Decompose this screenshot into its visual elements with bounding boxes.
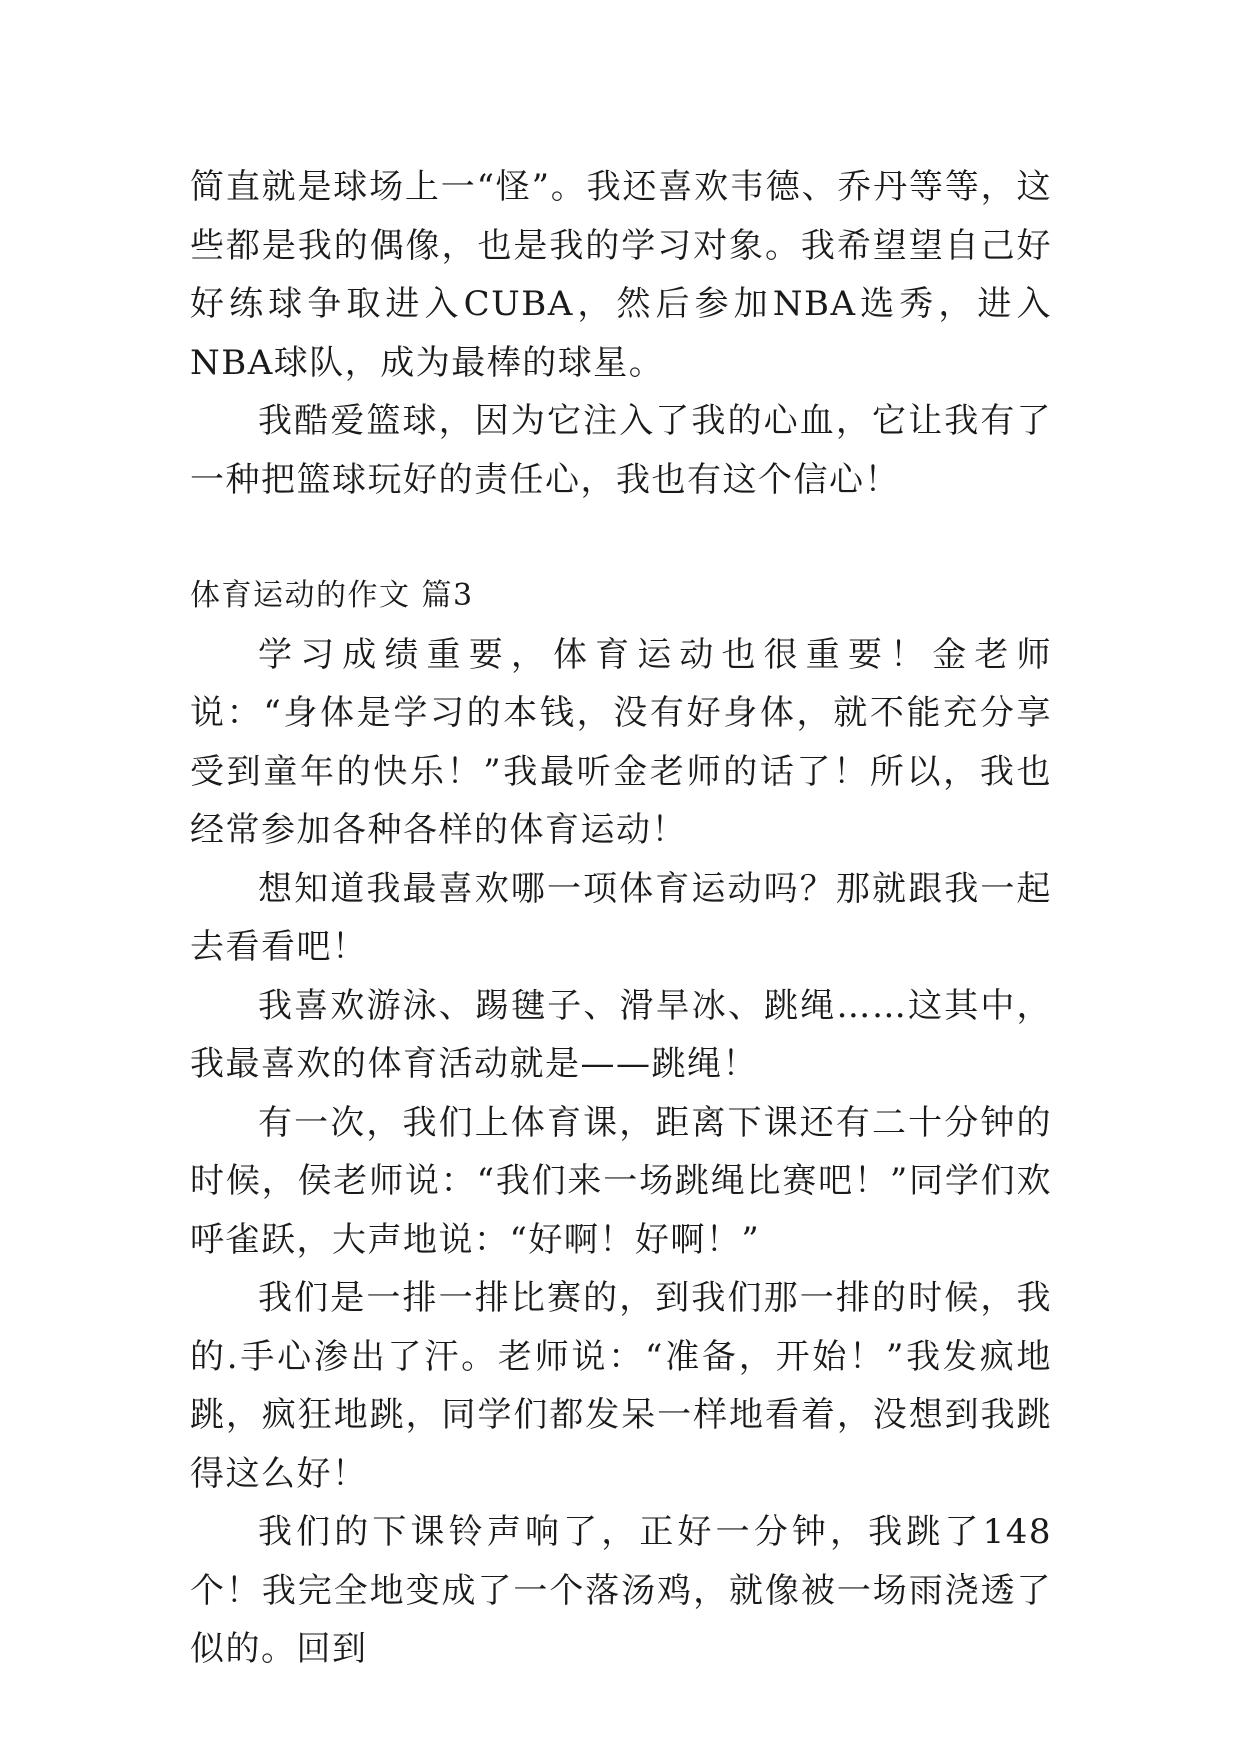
paragraph: 我喜欢游泳、踢毽子、滑旱冰、跳绳……这其中，我最喜欢的体育活动就是——跳绳！ — [190, 985, 1052, 1084]
document-body — [190, 158, 1052, 1679]
section-heading: 体育运动的作文 篇3 — [190, 578, 474, 613]
paragraph: 有一次，我们上体育课，距离下课还有二十分钟的时候，侯老师说：“我们来一场跳绳比赛吧！”同学们欢呼雀跃，大声地说：“好啊！好啊！” — [190, 1102, 1052, 1260]
paragraph: 我们是一排一排比赛的，到我们那一排的时候，我的.手心渗出了汗。老师说：“准备，开始！”我发疯地跳，疯狂地跳，同学们都发呆一样地看着，没想到我跳得这么好！ — [190, 1278, 1052, 1494]
paragraph: 我们的下课铃声响了，正好一分钟，我跳了148个！我完全地变成了一个落汤鸡，就像被一场雨浇透了似的。回到 — [190, 1512, 1052, 1669]
section-gap — [190, 509, 1052, 567]
paragraph-continued: 简直就是球场上一“怪”。我还喜欢韦德、乔丹等等，这些都是我的偶像，也是我的学习对象。我希望望自己好好练球争取进入CUBA，然后参加NBA选秀，进入NBA球队，成为最棒的球星。 — [190, 167, 1052, 383]
paragraph: 想知道我最喜欢哪一项体育运动吗？那就跟我一起去看看吧！ — [190, 868, 1052, 967]
paragraph: 我酷爱篮球，因为它注入了我的心血，它让我有了一种把篮球玩好的责任心，我也有这个信心！ — [190, 401, 1052, 500]
paragraph: 学习成绩重要，体育运动也很重要！金老师说：“身体是学习的本钱，没有好身体，就不能充分享受到童年的快乐！”我最听金老师的话了！所以，我也经常参加各种各样的体育运动！ — [190, 634, 1052, 850]
